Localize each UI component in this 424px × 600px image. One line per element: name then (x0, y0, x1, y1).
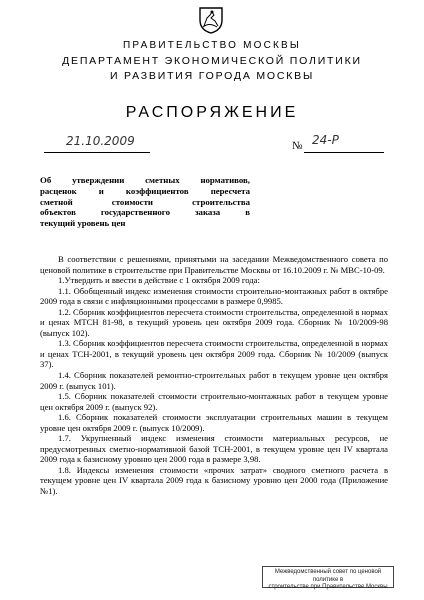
number-underline (304, 152, 384, 153)
number-sign: № (292, 140, 303, 152)
paragraph-item-1: 1.Утвердить и ввести в действие с 1 октября 2009 года: (58, 275, 260, 286)
paragraph-item-1-8: 1.8. Индексы изменения стоимости «прочих затрат» сводного сметного расчета в текущем уровне цен IV квартала 2009 года к базисному уровню цен 2000 года (Приложение №1). (40, 464, 388, 497)
stamp-line: Межведомственный совет по ценовой политике в (274, 569, 382, 583)
document-date: 21.10.2009 (66, 134, 135, 148)
paragraph-item-1-7: 1.7. Укрупненный индекс изменения стоимости материальных ресурсов, не предусмотренных сметно-нормативной базой ТСН-2001, в текущем уровне цен IV квартала 2009 года к базисному уровню цен 2000 года в размере 3,98. (40, 433, 388, 465)
date-underline (44, 152, 150, 153)
paragraph-item-1-6: 1.6. Сборник показателей стоимости эксплуатации строительных машин в текущем уровне цен октября 2009 г. (выпуск 10/2009). (40, 412, 388, 433)
paragraph-item-1-3: 1.3. Сборник коэффициентов пересчета стоимости строительства, определенной в нормах и ценах ТСН-2001, в текущий уровень цен октября 2009 года. Сборник № 10/2009 (выпуск 37). (40, 338, 388, 370)
stamp-line: строительстве при Правительстве Москвы (268, 584, 388, 590)
government-name: ПРАВИТЕЛЬСТВО МОСКВЫ (123, 40, 301, 51)
subject-line: Об утверждении сметных нормативов, (40, 175, 250, 185)
moscow-coat-of-arms-icon (198, 6, 224, 34)
subject-line: текущий уровень цен (40, 218, 126, 229)
subject-line: сметной стоимости строительства (40, 196, 250, 207)
paragraph-item-1-1: 1.1. Обобщенный индекс изменения стоимости строительно-монтажных работ в октябре 2009 года в связи с инфляционными процессами в размере 0,9985. (40, 285, 388, 307)
subject-line: объектов государственного заказа в (40, 207, 250, 218)
document-subject (40, 175, 250, 229)
council-stamp (262, 566, 394, 588)
paragraph-item-1-4: 1.4. Сборник показателей ремонтно-строительных работ в текущем уровне цен октября 2009 г. (выпуск 101). (40, 370, 388, 391)
subject-line: расценок и коэффициентов пересчета (40, 185, 250, 196)
paragraph-preamble: В соответствии с решениями, принятыми на заседании Межведомственного совета по ценовой политике в строительстве при Правительстве Москвы от 16.10.2009 г. № МВС-10-09. (40, 254, 388, 275)
department-name-line2: И РАЗВИТИЯ ГОРОДА МОСКВЫ (109, 70, 315, 82)
department-name-line1: ДЕПАРТАМЕНТ ЭКОНОМИЧЕСКОЙ ПОЛИТИКИ (62, 55, 362, 67)
document-number: 24-Р (312, 133, 339, 147)
paragraph-item-1-5: 1.5. Сборник показателей стоимости строительно-монтажных работ в текущем уровне цен октября 2009 г. (выпуск 92). (40, 391, 388, 412)
document-body (40, 254, 388, 497)
document-type-title: РАСПОРЯЖЕНИЕ (125, 104, 299, 121)
paragraph-item-1-2: 1.2. Сборник коэффициентов пересчета стоимости строительства, определенной в нормах и ценах МТСН 81-98, в текущий уровень цен октября 2009 года. Сборник № 10/2009-98 (выпуск 102). (40, 306, 388, 338)
